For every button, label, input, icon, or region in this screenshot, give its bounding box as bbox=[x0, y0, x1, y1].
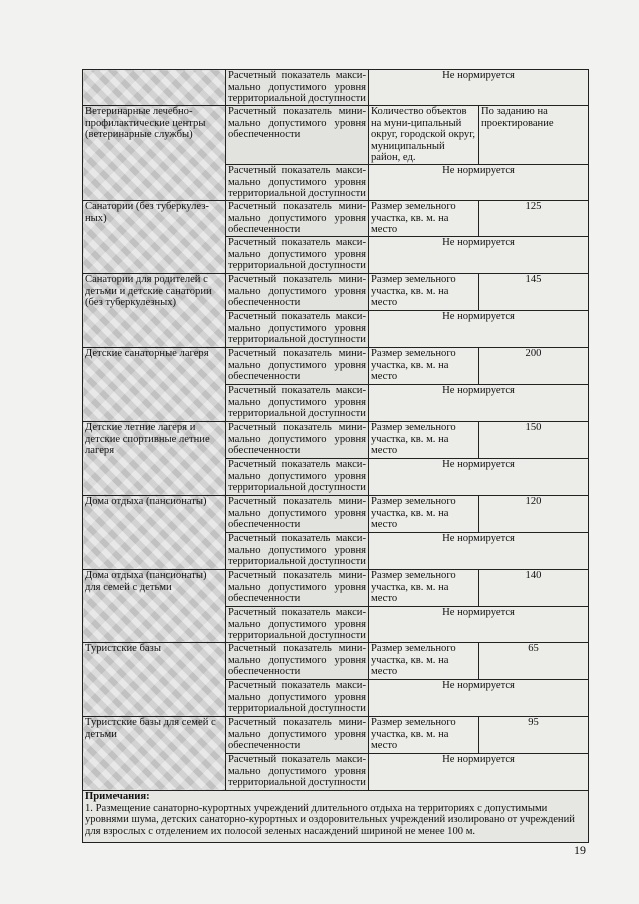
indicator-cell: Расчетный показатель макси-мально допустимого уровня территориальной доступности bbox=[226, 753, 369, 790]
object-cell: Дома отдыха (пансионаты) для семей с детьми bbox=[83, 569, 226, 642]
not-normed-cell: Не нормируется bbox=[369, 532, 589, 569]
unit-cell: Размер земельного участка, кв. м. на место bbox=[369, 642, 479, 679]
indicator-cell: Расчетный показатель макси-мально допустимого уровня территориальной доступности bbox=[226, 532, 369, 569]
indicator-cell: Расчетный показатель макси-мально допустимого уровня территориальной доступности bbox=[226, 70, 369, 106]
value-cell: 95 bbox=[479, 716, 589, 753]
not-normed-cell: Не нормируется bbox=[369, 236, 589, 273]
unit-cell: Размер земельного участка, кв. м. на место bbox=[369, 569, 479, 606]
table-row bbox=[83, 347, 589, 384]
object-cell: Санатории (без туберкулез-ных) bbox=[83, 200, 226, 273]
value-cell: 65 bbox=[479, 642, 589, 679]
not-normed-cell: Не нормируется bbox=[369, 310, 589, 347]
table-row bbox=[83, 106, 589, 165]
not-normed-cell: Не нормируется bbox=[369, 753, 589, 790]
notes-cell bbox=[83, 790, 589, 842]
not-normed-cell: Не нормируется bbox=[369, 164, 589, 200]
indicator-cell: Расчетный показатель макси-мально допустимого уровня территориальной доступности bbox=[226, 164, 369, 200]
value-cell: 150 bbox=[479, 421, 589, 458]
object-cell: Туристские базы bbox=[83, 642, 226, 716]
indicator-cell: Расчетный показатель макси-мально допустимого уровня территориальной доступности bbox=[226, 310, 369, 347]
not-normed-cell: Не нормируется bbox=[369, 679, 589, 716]
value-cell: 140 bbox=[479, 569, 589, 606]
table-row bbox=[83, 421, 589, 458]
indicator-cell: Расчетный показатель макси-мально допустимого уровня территориальной доступности bbox=[226, 458, 369, 495]
indicator-cell: Расчетный показатель мини-мально допустимого уровня обеспеченности bbox=[226, 642, 369, 679]
object-cell: Детские санаторные лагеря bbox=[83, 347, 226, 421]
notes-text: 1. Размещение санаторно-курортных учреждений длительного отдыха на территориях с допустимыми уровнями шума, детских санаторно-курортных и оздоровительных учреждений изолировано от учреждений для взрослых с отделением их полосой зеленых насаждений шириной не менее 100 м. bbox=[85, 802, 575, 837]
unit-cell: Размер земельного участка, кв. м. на место bbox=[369, 495, 479, 532]
object-cell: Ветеринарные лечебно-профилактические центры (ветеринарные службы) bbox=[83, 106, 226, 201]
not-normed-cell: Не нормируется bbox=[369, 606, 589, 642]
not-normed-cell: Не нормируется bbox=[369, 458, 589, 495]
indicator-cell: Расчетный показатель мини-мально допустимого уровня обеспеченности bbox=[226, 569, 369, 606]
unit-cell: Размер земельного участка, кв. м. на место bbox=[369, 347, 479, 384]
notes-row bbox=[83, 790, 589, 842]
indicator-cell: Расчетный показатель мини-мально допустимого уровня обеспеченности bbox=[226, 347, 369, 384]
unit-cell: Размер земельного участка, кв. м. на место bbox=[369, 716, 479, 753]
indicator-cell: Расчетный показатель мини-мально допустимого уровня обеспеченности bbox=[226, 421, 369, 458]
not-normed-cell: Не нормируется bbox=[369, 70, 589, 106]
norms-table bbox=[82, 69, 589, 843]
table-row bbox=[83, 716, 589, 753]
table-row bbox=[83, 273, 589, 310]
indicator-cell: Расчетный показатель мини-мально допустимого уровня обеспеченности bbox=[226, 200, 369, 236]
indicator-cell: Расчетный показатель макси-мально допустимого уровня территориальной доступности bbox=[226, 236, 369, 273]
page-number: 19 bbox=[574, 843, 586, 857]
table-row bbox=[83, 200, 589, 236]
table-row bbox=[83, 569, 589, 606]
value-cell: 120 bbox=[479, 495, 589, 532]
unit-cell: Размер земельного участка, кв. м. на место bbox=[369, 200, 479, 236]
object-cell: Туристские базы для семей с детьми bbox=[83, 716, 226, 790]
indicator-cell: Расчетный показатель мини-мально допустимого уровня обеспеченности bbox=[226, 106, 369, 165]
value-cell: 125 bbox=[479, 200, 589, 236]
object-cell bbox=[83, 70, 226, 106]
not-normed-cell: Не нормируется bbox=[369, 384, 589, 421]
table-row bbox=[83, 70, 589, 106]
unit-cell: Размер земельного участка, кв. м. на место bbox=[369, 421, 479, 458]
unit-cell: Количество объектов на муни-ципальный округ, городской округ, муниципальный район, ед. bbox=[369, 106, 479, 165]
object-cell: Санатории для родителей с детьми и детские санатории (без туберкулезных) bbox=[83, 273, 226, 347]
table-row bbox=[83, 642, 589, 679]
notes-title: Примечания: bbox=[85, 790, 150, 802]
value-cell: 145 bbox=[479, 273, 589, 310]
indicator-cell: Расчетный показатель макси-мально допустимого уровня территориальной доступности bbox=[226, 679, 369, 716]
indicator-cell: Расчетный показатель макси-мально допустимого уровня территориальной доступности bbox=[226, 384, 369, 421]
indicator-cell: Расчетный показатель мини-мально допустимого уровня обеспеченности bbox=[226, 273, 369, 310]
value-cell: 200 bbox=[479, 347, 589, 384]
object-cell: Дома отдыха (пансионаты) bbox=[83, 495, 226, 569]
indicator-cell: Расчетный показатель мини-мально допустимого уровня обеспеченности bbox=[226, 495, 369, 532]
indicator-cell: Расчетный показатель мини-мально допустимого уровня обеспеченности bbox=[226, 716, 369, 753]
value-cell: По заданию на проектирование bbox=[479, 106, 589, 165]
table-row bbox=[83, 495, 589, 532]
object-cell: Детские летние лагеря и детские спортивные летние лагеря bbox=[83, 421, 226, 495]
unit-cell: Размер земельного участка, кв. м. на место bbox=[369, 273, 479, 310]
indicator-cell: Расчетный показатель макси-мально допустимого уровня территориальной доступности bbox=[226, 606, 369, 642]
